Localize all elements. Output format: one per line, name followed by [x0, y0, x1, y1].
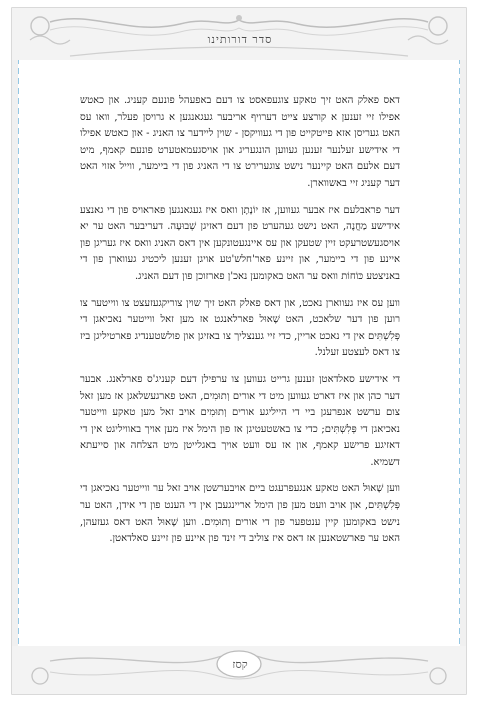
paragraph: ווען עס איז געווארן נאכט, און דאס פאלק האט זיך שוין צוריקגעזעצט צו ווייטער צו רוען פון דער שלאכט, האט שָׁאוּל פארלאנגט אז מען זאל ווייטער נאכיאגן די פְּלִשְׁתִּים אין די נאכט אריין, כדי זיי גענצליך צו באזיגן און פולשטענדיג פארטיליגן ביז צו דאס לעצטע זעלנל. [80, 297, 400, 359]
page-number: קסז [232, 658, 248, 671]
paragraph: ווען שָׁאוּל האט טאקע אנגעפרעגט ביים אויבערשטן אויב זאל ער ווייטער נאכיאגן די פְּלִשְׁתִּים, און אויב וועט מען פון הימל אריינגעבן אין די הענט פון די אידן, האט ער נישט באקומען קיין ענטפער פון די אורים וְתוּמִים. ווען שָׁאוּל האט דאס געזעהן, האט ער פארשטאנען אז דאס איז צוליב די זינד פון איינע פון זיינע סאלדאטן. [80, 483, 400, 545]
paragraph: די אידישע סאלדאטן זענען גרייט געווען צו ערפילן דעם קעניג'ס פארלאנג. אבער דער כהן און איז דארט געווען מיט די אורים וְתוּמִים, האט פארגעשלאגן אז מען זאל צום ערשט אנפרעגן ביי די הייליגע אורים וְתוּמִים אויב זאל מען טאקע ווייטער נאכיאגן די פְּלִשְׁתִּים; כדי צו באשטעטיגן אז פון הימל איז מען אויך באוויליגט אין די דאזיגע פרישע קאמף, און אז עס וועט אויך באגלייטן מיט הצלחה און סייעתא דשמיא. [80, 373, 400, 468]
running-header-title: סדר דורותינו [207, 33, 273, 46]
paragraph: דער פראבלעם איז אבער געווען, אז יוֹנָתָן וואס איז געגאנגען פאראויס פון די גאנצע אידישע מַחֲנֶה, האט נישט געהערט פון דעם דאזיגן שְׁבוּעָה. דעריבער האט ער יא אויסגעשטרעקט זיין שטעקן און עס איינגעטונקען אין דאס האניג וואס איז געריגן פון איינע פון די ביימער, און זיינע פאר'חלש'טע אויגן זענען ליכטיג געווארן פון די באניצטע כּוֹחוֹת וואס ער האט באקומען נאכ'ן פארזוכן פון דעם האניג. [80, 204, 400, 282]
paragraph: דאס פאלק האט זיך טאקע צוגעפאסט צו דעם באפעהל פונעם קעניג. און כאטש אפילו זיי זענען א קורצע צייט דערויף אריבער געגאנגען א גרויסן פעלר, וואו עס האט געריסן אזא פייטקייט פון די געוויקסן - שוין ליידער צו האניג - און כאטש אפילו די אידישע זעלנער זענען געווען הונגעריג און אויסגעמאטערט פונעם קאמף, מיט דעם אלעם האט קיינער נישט צוגערירט צו די האניג פון די ביימער, ווייל אזוי האט דער קעניג זיי באשווארן. [80, 95, 400, 189]
body-text [80, 93, 400, 641]
